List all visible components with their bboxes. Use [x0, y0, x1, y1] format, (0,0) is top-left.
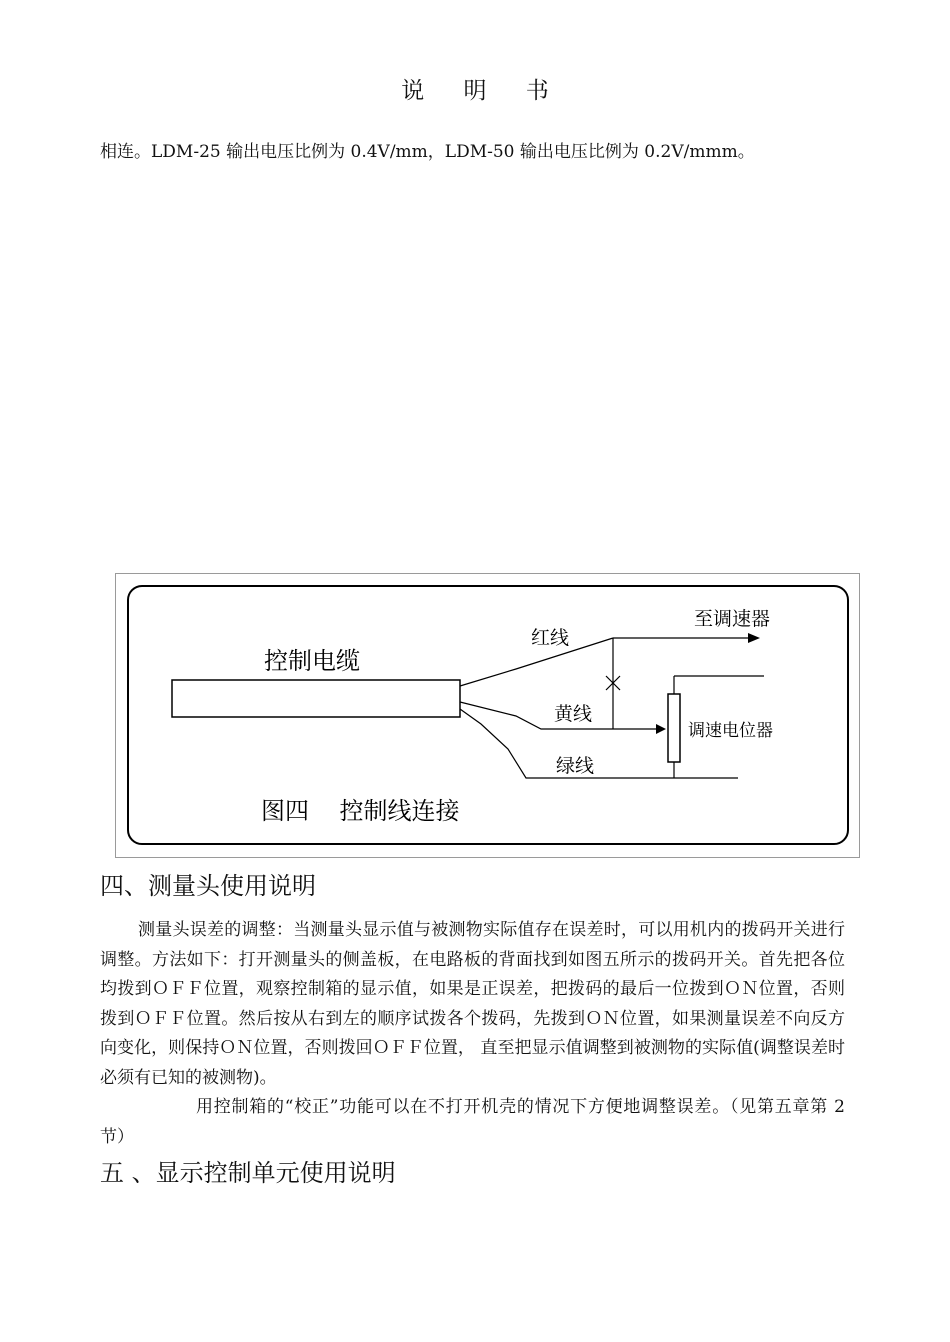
section-4-paragraph-1: 测量头误差的调整：当测量头显示值与被测物实际值存在误差时，可以用机内的拨码开关进行调整。方法如下：打开测量头的侧盖板，在电路板的背面找到如图五所示的拨码开关。首先把各位均拨到ＯＦＦ位置，观察控制箱的显示值，如果是正误差，把拨码的最后一位拨到ＯＮ位置，否则拨到ＯＦＦ位置。然后按从右到左的顺序试拨各个拨码，先拨到ＯＮ位置，如果测量误差不向反方向变化，则保持ＯＮ位置，否则拨回ＯＦＦ位置， 直至把显示值调整到被测物的实际值(调整误差时必须有已知的被测物)。: [100, 920, 845, 1088]
yellow-wire-label: 黄线: [554, 703, 593, 725]
figure-caption: 图四 控制线连接: [261, 797, 460, 825]
green-wire: [460, 709, 738, 778]
section-4-heading: 四、测量头使用说明: [100, 872, 316, 900]
wiring-diagram: [116, 574, 861, 859]
section-4-body: [100, 916, 845, 1152]
section-4-paragraph-2: 用控制箱的“校正”功能可以在不打开机壳的情况下方便地调整误差。（见第五章第 2 节）: [100, 1097, 845, 1147]
potentiometer-label: 调速电位器: [688, 721, 773, 741]
figure-control-wiring: [115, 573, 860, 858]
red-wire-label: 红线: [531, 627, 570, 649]
arrow-to-governor: [748, 633, 760, 643]
wiper-arrow: [656, 724, 666, 734]
section-5-heading: 五 、显示控制单元使用说明: [100, 1159, 396, 1187]
potentiometer-body: [668, 694, 680, 762]
control-cable-body: [172, 680, 460, 717]
cable-label: 控制电缆: [264, 647, 360, 675]
page-title: 说 明 书: [401, 78, 565, 104]
intro-line: 相连。LDM-25 输出电压比例为 0.4V/mm，LDM-50 输出电压比例为 0.2V/mmm。: [100, 142, 755, 162]
green-wire-label: 绿线: [556, 755, 595, 777]
to-governor-label: 至调速器: [694, 608, 771, 630]
